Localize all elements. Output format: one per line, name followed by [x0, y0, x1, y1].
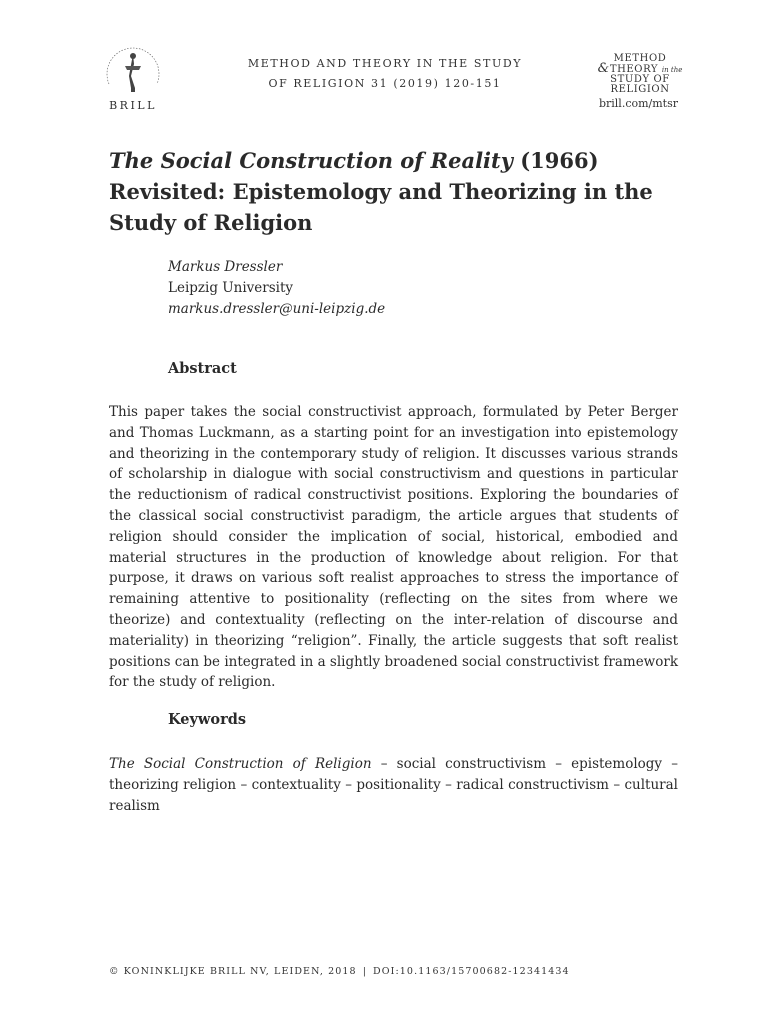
page-footer	[109, 966, 570, 977]
keywords-rest: – social constructivism – epistemology – theorizing religion – contextuality – positionality – radical constructivism – cultural realism	[109, 756, 678, 814]
author-email-link[interactable]: markus.dressler@uni-leipzig.de	[168, 301, 386, 317]
keyword-first: The Social Construction of Religion	[109, 756, 372, 772]
journal-logo-method: METHOD	[613, 53, 667, 64]
brill-seal-icon	[101, 44, 165, 96]
footer-separator: |	[362, 966, 368, 977]
abstract-heading: Abstract	[168, 360, 237, 377]
journal-logo-in-the: in the	[661, 66, 683, 74]
article-title	[109, 145, 679, 238]
journal-logo	[590, 54, 690, 95]
keywords-text	[109, 754, 678, 816]
article-title-italic: The Social Construction of Reality	[109, 148, 513, 173]
journal-logo-ampersand: &	[597, 61, 610, 76]
article-title-rest: (1966) Revisited: Epistemology and Theorizing in the Study of Religion	[109, 148, 653, 235]
keywords-heading: Keywords	[168, 711, 247, 728]
brill-logo	[96, 44, 170, 112]
journal-title-line: METHOD AND THEORY IN THE STUDY	[247, 57, 523, 70]
brill-wordmark: BRILL	[109, 99, 157, 112]
abstract-text: This paper takes the social constructivist approach, formulated by Peter Berger and Thomas Luckmann, as a starting point for an investigation into epistemology and theorizing in the contemporary study of religion. It discusses various strands of scholarship in dialogue with social constructivism and questions in particular the reductionism of radical constructivist positions. Exploring the boundaries of the classical social constructivist paradigm, the article argues that students of religion should consider the implication of social, historical, embodied and material structures in the production of knowledge about religion. For that purpose, it draws on various soft realist approaches to stress the importance of remaining attentive to positionality (reflecting on the sites from where we theorize) and contextuality (reflecting on the inter-relation of discourse and materiality) in theorizing “religion”. Finally, the article suggests that soft realist positions can be integrated in a slightly broadened social constructivist framework for the study of religion.	[109, 404, 678, 691]
author-affiliation: Leipzig University	[168, 280, 294, 296]
journal-logo-theory: THEORY	[609, 64, 659, 75]
journal-running-header	[220, 54, 550, 94]
publisher-line: KONINKLIJKE BRILL NV, LEIDEN, 2018	[123, 966, 357, 977]
journal-volume-line: OF RELIGION 31 (2019) 120-151	[268, 77, 502, 90]
journal-url-link[interactable]: brill.com/mtsr	[598, 97, 678, 110]
author-block	[168, 257, 385, 320]
journal-logo-religion: RELIGION	[610, 84, 670, 95]
journal-logo-study-of: STUDY OF	[610, 74, 670, 85]
author-name: Markus Dressler	[168, 259, 283, 275]
copyright-symbol: ©	[109, 966, 120, 977]
doi-link[interactable]: DOI:10.1163/15700682-12341434	[373, 966, 570, 977]
